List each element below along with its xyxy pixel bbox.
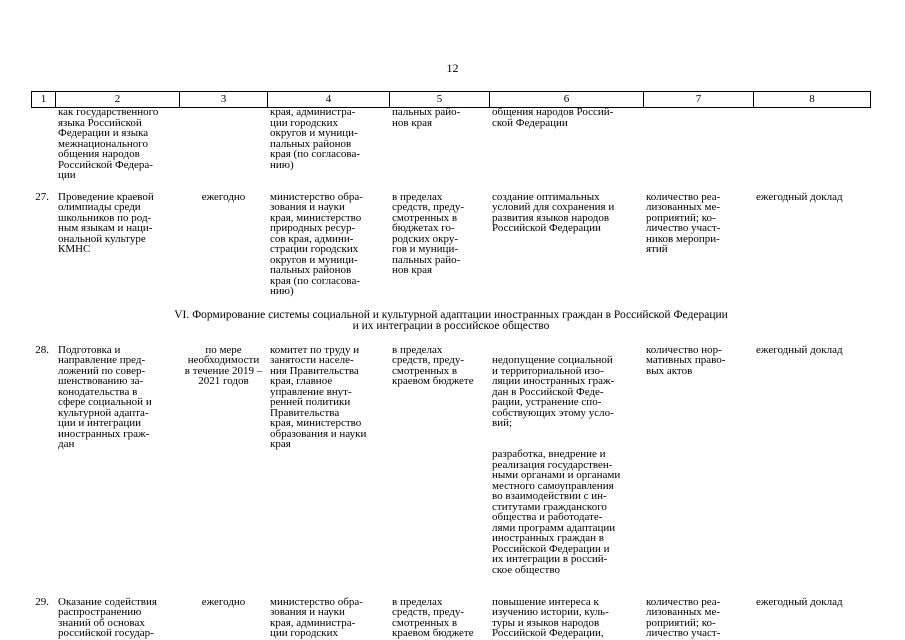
header-col-8: 8: [753, 92, 871, 107]
executor-cell: министерство обра- зования и науки края, администра- ции городских: [270, 596, 363, 639]
row-number: 27.: [35, 191, 49, 203]
row-number: [31, 107, 55, 181]
report-cell: [753, 107, 871, 181]
table-row-continuation: [31, 107, 871, 181]
funding-cell: в пределах средств, преду- смотренных в краевом бюджете: [392, 596, 474, 639]
term-cell: [179, 107, 267, 181]
report-cell: ежегодный доклад: [756, 191, 843, 203]
funding-cell: в пределах средств, преду- смотренных в бюджетах го- родских окру- гов и муници- пальных райо- нов края: [392, 191, 464, 276]
indicator-cell: количество реа- лизованных ме- роприятий; ко- личество участ- ников меропри- ятий: [646, 191, 721, 255]
report-cell: ежегодный доклад: [756, 344, 843, 356]
executor-cell: комитет по труду и занятости населе- ния Правительства края, главное управление внут- ренней политики Правительства края, министерство образования и науки края: [270, 344, 367, 450]
executor-cell: края, администра- ции городских округов и муници- пальных районов края (по согласова- нию): [270, 107, 361, 171]
funding-cell: в пределах средств, преду- смотренных в краевом бюджете: [392, 344, 474, 387]
result-cell: создание оптимальных условий для сохранения и развития языков народов Российской Федерации: [492, 191, 615, 234]
indicator-cell: [643, 107, 753, 181]
measure-cell: Подготовка и направление пред- ложений по совер- шенствованию за- конодательства в сфере социальной и культурной адапта- ции и интеграции иностранных граж- дан: [58, 344, 152, 450]
page-number: 12: [446, 61, 459, 75]
executor-cell: министерство обра- зования и науки края, министерство природных ресур- сов края, админи- страции городских округов и муници- пальных районов края (по согласова- нию): [270, 191, 363, 297]
term-cell: ежегодно: [201, 596, 246, 608]
header-col-1: 1: [31, 92, 55, 107]
indicator-cell: количество нор- мативных право- вых актов: [646, 344, 726, 377]
header-col-2: 2: [55, 92, 179, 107]
result-cell: повышение интереса к изучению истории, куль- туры и языков народов Российской Федерации,: [492, 596, 609, 639]
table-header-row: [31, 91, 871, 108]
funding-cell: пальных райо- нов края: [392, 107, 461, 129]
measure-cell: как государственного языка Российской Федерации и языка межнационального общения народов Российской Федера- ции: [58, 107, 159, 181]
header-col-5: 5: [389, 92, 489, 107]
table-row-27: [31, 192, 871, 297]
header-col-4: 4: [267, 92, 389, 107]
term-cell: по мере необходимости в течение 2019 – 2021 годов: [184, 344, 263, 387]
table-row-28: [31, 345, 871, 586]
result-paragraph-2: разработка, внедрение и реализация государствен- ными органами и органами местного самоуправления во взаимодействии с ин- ститутами гражданского общества и работодате- лями программ адаптации иностранных граждан в Российской Федерации и их интеграции в россий- ское общество: [492, 448, 621, 576]
report-cell: ежегодный доклад: [756, 596, 843, 608]
term-cell: ежегодно: [201, 191, 246, 203]
result-cell: общения народов Россий- ской Федерации: [492, 107, 614, 129]
measures-table: [31, 91, 871, 639]
header-col-7: 7: [643, 92, 753, 107]
section-heading-vi: VI. Формирование системы социальной и культурной адаптации иностранных граждан в Российской Федерации и их интеграции в российское общество: [174, 308, 728, 332]
indicator-cell: количество реа- лизованных ме- роприятий; ко- личество участ-: [646, 596, 721, 639]
result-cell: [489, 345, 643, 586]
table-row-29: [31, 597, 871, 639]
header-col-6: 6: [489, 92, 643, 107]
measure-cell: Оказание содействия распространению знаний об основах российской государ-: [58, 596, 157, 639]
row-number: 28.: [35, 344, 49, 356]
row-number: 29.: [35, 596, 49, 608]
header-col-3: 3: [179, 92, 267, 107]
measure-cell: Проведение краевой олимпиады среди школьников по род- ным языкам и наци- ональной культуре КМНС: [58, 191, 154, 255]
result-paragraph-1: недопущение социальной и территориальной изо- ляции иностранных граж- дан в Российской Феде- рации, устранение спо- собствующих этому усло- вий;: [492, 354, 615, 429]
